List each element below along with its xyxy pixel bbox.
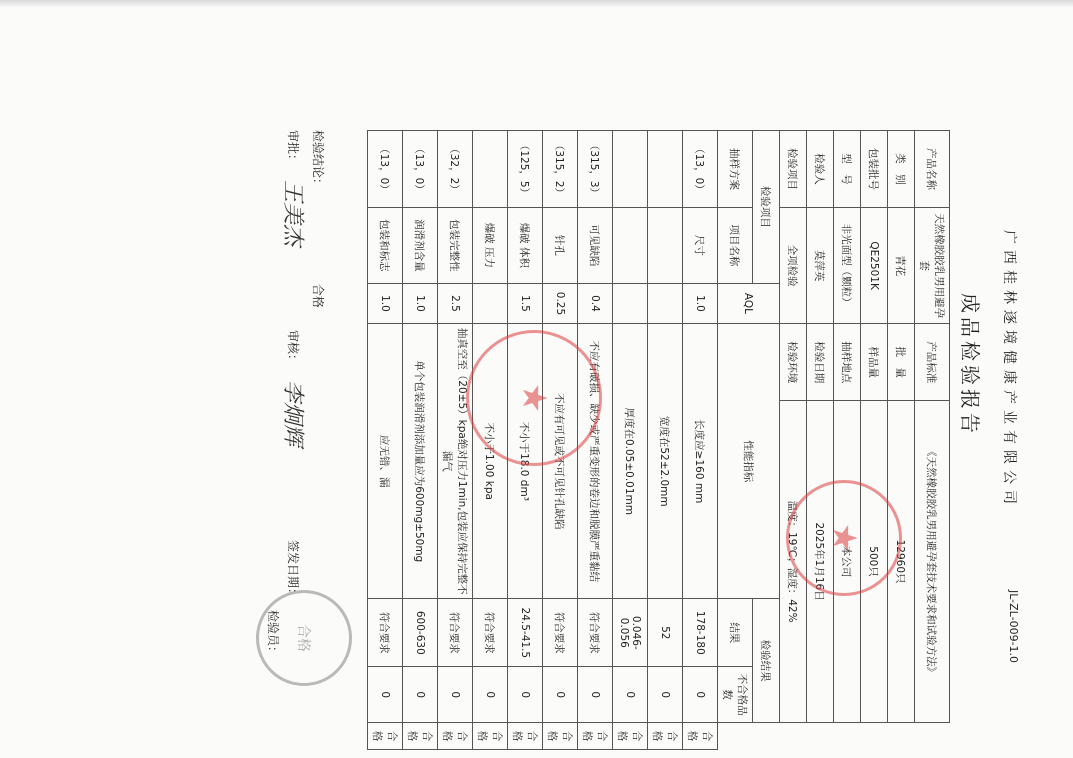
item-name-cell: [648, 208, 683, 284]
info-row: [915, 131, 950, 750]
spec-cell: 厚度在0.05±0.01mm: [613, 324, 648, 599]
conclusion-cell: 合格: [648, 722, 683, 749]
conclusion: [310, 130, 327, 308]
page-title: 成品检验报告: [958, 293, 982, 437]
conclusion-cell: 合格: [473, 722, 508, 749]
conclusion-cell: 合格: [438, 722, 473, 749]
item-name-cell: 包装完整性: [438, 208, 473, 284]
conclusion-cell: 合格: [543, 722, 578, 749]
field-value: QE2501K: [861, 208, 888, 324]
spec-cell: 不小于1.00 kpa: [473, 324, 508, 599]
nonconf-cell: 0: [543, 667, 578, 723]
item-name-cell: 针孔: [543, 208, 578, 284]
result-cell: 符合要求: [543, 599, 578, 667]
nonconf-cell: 0: [403, 667, 438, 723]
item-name-cell: 可见缺陷: [578, 208, 613, 284]
result-group-header: 检验结果: [753, 599, 780, 723]
item-name-cell: 爆破 压力: [473, 208, 508, 284]
item-header: 项目名称: [718, 208, 753, 284]
item-name-cell: [613, 208, 648, 284]
field-value: 全项检验: [780, 208, 807, 324]
info-row: [834, 131, 861, 750]
aql-cell: 0.4: [578, 283, 613, 323]
inspector-stamp-label: 检验员：: [266, 610, 280, 659]
field-label: 检验环境: [780, 324, 807, 401]
field-value: 天然橡胶胶乳男用避孕套: [915, 208, 950, 324]
quality-seal: ★: [466, 330, 602, 466]
aql-cell: 1.5: [508, 283, 543, 323]
aql-cell: 1.0: [403, 283, 438, 323]
sampling-plan-cell: [648, 131, 683, 208]
spec-cell: 宽度在52±2.0mm: [648, 324, 683, 599]
approver: [285, 130, 302, 166]
field-label: 批 量: [888, 324, 915, 401]
result-cell: 符合要求: [368, 599, 403, 667]
nonconf-header: 不合格品数: [718, 667, 753, 723]
conclusion-cell: 合格: [683, 722, 718, 749]
sampling-plan-cell: （13，0）: [683, 131, 718, 208]
nonconf-cell: 0: [683, 667, 718, 723]
conclusion-cell: 合格: [368, 722, 403, 749]
sampling-plan-cell: （315，2）: [543, 131, 578, 208]
field-label: 类 别: [888, 131, 915, 208]
table-row: [438, 131, 473, 750]
field-label: 型 号: [834, 131, 861, 208]
aql-cell: [648, 283, 683, 323]
field-label: 检验项目: [780, 131, 807, 208]
reviewer-signature: 李炯辉: [280, 380, 305, 447]
field-label: 产品名称: [915, 131, 950, 208]
aql-cell: 0.25: [543, 283, 578, 323]
info-row: [888, 131, 915, 750]
item-name-cell: 尺寸: [683, 208, 718, 284]
result-cell: 0.046-0.056: [613, 599, 648, 667]
nonconf-cell: 0: [368, 667, 403, 723]
result-cell: 符合要求: [578, 599, 613, 667]
company-name: 广西桂林逐境健康产业有限公司: [1001, 230, 1017, 510]
conclusion-label: 检验结论：: [311, 130, 325, 191]
field-value: 青花: [888, 208, 915, 324]
approver-label: 审批：: [286, 130, 300, 167]
conclusion-cell: 合格: [508, 722, 543, 749]
result-header: 结果: [718, 599, 753, 667]
table-row: [403, 131, 438, 750]
group-header: 检验项目: [753, 131, 780, 284]
nonconf-cell: 0: [473, 667, 508, 723]
field-value: 12960只: [888, 401, 915, 723]
result-cell: 符合要求: [438, 599, 473, 667]
spec-cell: 单个包装润滑剂添加量应为600mg±50mg: [403, 324, 438, 599]
company-seal: ★: [786, 480, 902, 596]
field-value: 莫萍英: [807, 208, 834, 324]
sampling-plan-cell: （13，0）: [368, 131, 403, 208]
spec-header: 性能指标: [718, 324, 780, 599]
result-cell: 178-180: [683, 599, 718, 667]
field-value: 《天然橡胶胶乳男用避孕套技术要求和试验方法》: [915, 401, 950, 723]
result-cell: 24.5-41.5: [508, 599, 543, 667]
field-value: 温度：19℃；湿度：42%: [780, 401, 807, 723]
nonconf-cell: 0: [613, 667, 648, 723]
aql-cell: [473, 283, 508, 323]
sampling-plan-cell: [613, 131, 648, 208]
item-name-cell: 包装和标志: [368, 208, 403, 284]
table-header-row: [753, 131, 780, 750]
table-row: [613, 131, 648, 750]
table-row: [648, 131, 683, 750]
info-table: [367, 130, 950, 750]
field-label: 产品标准: [915, 324, 950, 401]
field-value: 非光面型（颗粒）: [834, 208, 861, 324]
field-value: 2025年1月16日: [807, 401, 834, 723]
issue-date-label: 签发日期：: [286, 540, 300, 601]
field-value: 本公司: [834, 401, 861, 723]
item-name-cell: 爆破 体积: [508, 208, 543, 284]
nonconf-cell: 0: [648, 667, 683, 723]
aql-cell: 2.5: [438, 283, 473, 323]
spec-cell: 抽真空至（20±5）kpa绝对压力1min,包装应保持完整不漏气: [438, 324, 473, 599]
info-row: [780, 131, 807, 750]
sampling-plan-cell: [473, 131, 508, 208]
reviewer-label: 审核：: [286, 330, 300, 367]
conclusion-cell: 合格: [403, 722, 438, 749]
conclusion-value: 合格: [311, 283, 325, 308]
pass-seal: 合格: [256, 590, 352, 686]
field-label: 抽样地点: [834, 324, 861, 401]
table-row: [368, 131, 403, 750]
nonconf-cell: 0: [508, 667, 543, 723]
aql-cell: 1.0: [683, 283, 718, 323]
field-label: 样品量: [861, 324, 888, 401]
aql-cell: [613, 283, 648, 323]
sampling-plan-cell: （13，0）: [403, 131, 438, 208]
item-name-cell: 润滑剂含量: [403, 208, 438, 284]
conclusion-cell: 合格: [578, 722, 613, 749]
aql-cell: 1.0: [368, 283, 403, 323]
spec-cell: 不小于18.0 dm³: [508, 324, 543, 599]
field-label: 检验日期: [807, 324, 834, 401]
info-row: [861, 131, 888, 750]
reviewer: [285, 330, 302, 366]
field-label: 检验人: [807, 131, 834, 208]
sampling-header: 抽样方案: [718, 131, 753, 208]
rotated-document: [72, 0, 1072, 742]
nonconf-cell: 0: [438, 667, 473, 723]
sampling-plan-cell: （32，2）: [438, 131, 473, 208]
result-cell: 600-630: [403, 599, 438, 667]
result-cell: 52: [648, 599, 683, 667]
spec-cell: 应无错、漏: [368, 324, 403, 599]
sampling-plan-cell: （125，5）: [508, 131, 543, 208]
info-row: [807, 131, 834, 750]
spec-cell: 不应有可见或不可见针孔缺陷: [543, 324, 578, 599]
approver-signature: 王美杰: [280, 180, 305, 247]
conclusion-cell: 合格: [613, 722, 648, 749]
field-value: 500只: [861, 401, 888, 723]
table-row: [683, 131, 718, 750]
field-label: 包装批号: [861, 131, 888, 208]
document-code: JL-ZL-009-1.0: [1007, 590, 1020, 664]
aql-header: AQL: [718, 283, 780, 323]
sampling-plan-cell: （315，3）: [578, 131, 613, 208]
spec-cell: 不应有破损、缺少或严重变形的卷边和脱膜严重黏结: [578, 324, 613, 599]
nonconf-cell: 0: [578, 667, 613, 723]
result-cell: 符合要求: [473, 599, 508, 667]
spec-cell: 长度应≥160 mm: [683, 324, 718, 599]
